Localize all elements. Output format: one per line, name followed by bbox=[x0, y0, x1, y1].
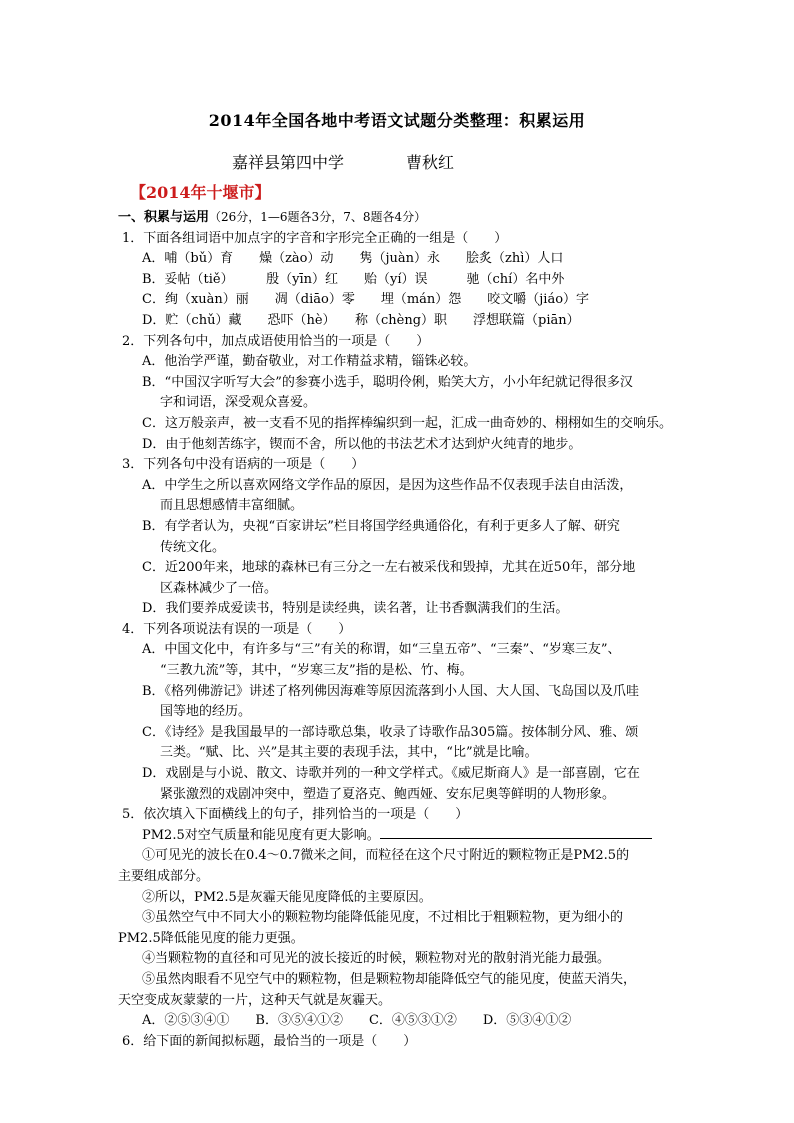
answer-option: C．绚（xuàn）丽 凋（diāo）零 埋（mán）怨 咬文嚼（jiáo）字 bbox=[142, 292, 590, 308]
option-continuation: 国等地的经历。 bbox=[160, 704, 252, 720]
answer-option: D．贮（chǔ）藏 恐吓（hè） 称（chèng）职 浮想联篇（piān） bbox=[142, 312, 580, 328]
answer-option: A．中学生之所以喜欢网络文学作品的原因，是因为这些作品不仅表现手法自由活泼， bbox=[142, 477, 633, 493]
answer-option: B．妥帖（tiě） 殷（yīn）红 贻（yí）误 驰（chí）名中外 bbox=[142, 271, 565, 287]
fill-blank-line bbox=[118, 826, 678, 847]
answer-option: C．近200年来，地球的森林已有三分之一左右被采伐和毁掉，尤其在近50年，部分地 bbox=[142, 560, 636, 576]
option-continuation: 字和词语，深受观众喜爱。 bbox=[160, 395, 317, 411]
passage-continuation: 天空变成灰蒙蒙的一片，这种天气就是灰霾天。 bbox=[118, 992, 392, 1008]
option-continuation: 区森林减少了一倍。 bbox=[160, 580, 278, 596]
author-line bbox=[232, 150, 454, 173]
option-continuation: 三类。“赋、比、兴”是其主要的表现手法，其中，“比”就是比喻。 bbox=[160, 745, 538, 761]
question-stem: 2．下列各句中，加点成语使用恰当的一项是（ ） bbox=[122, 333, 430, 349]
section-note: （26分，1—6题各3分，7、8题各4分） bbox=[209, 210, 427, 224]
answer-option: C．《诗经》是我国最早的一部诗歌总集，收录了诗歌作品305篇。按体制分风、雅、颂 bbox=[142, 724, 639, 740]
section-title: 一、积累与运用 bbox=[118, 210, 210, 225]
question-stem: 6．给下面的新闻拟标题，最恰当的一项是（ ） bbox=[122, 1033, 417, 1049]
answer-option: B．有学者认为，央视“百家讲坛”栏目将国学经典通俗化，有利于更多人了解、研究 bbox=[142, 518, 620, 534]
passage-sentence: ④当颗粒物的直径和可见光的波长接近的时候，颗粒物对光的散射消光能力最强。 bbox=[142, 951, 611, 967]
section-heading bbox=[118, 207, 678, 229]
answer-blank bbox=[380, 826, 652, 839]
blank-lead-text: PM2.5对空气质量和能见度有更大影响。 bbox=[142, 827, 380, 843]
answer-option: C．这万般亲声，被一支看不见的指挥棒编织到一起，汇成一曲奇妙的、栩栩如生的交响乐。 bbox=[142, 415, 672, 431]
answer-option: D．由于他刻苦练字，锲而不舍，所以他的书法艺术才达到炉火纯青的地步。 bbox=[142, 436, 582, 452]
answer-option: D．戏剧是与小说、散文、诗歌并列的一种文学样式。《威尼斯商人》是一部喜剧，它在 bbox=[142, 766, 640, 782]
question-list bbox=[118, 207, 678, 1052]
region-heading: 【2014年十堰市】 bbox=[130, 183, 271, 202]
passage-continuation: 主要组成部分。 bbox=[118, 869, 210, 884]
question-stem: 5．依次填入下面横线上的句子，排列恰当的一项是（ ） bbox=[122, 807, 469, 823]
passage-sentence: ①可见光的波长在0.4～0.7微米之间，而粒径在这个尺寸附近的颗粒物正是PM2.5的 bbox=[142, 848, 630, 864]
option-continuation: 传统文化。 bbox=[160, 539, 226, 555]
answer-option: B．《格列佛游记》讲述了格列佛因海难等原因流落到小人国、大人国、飞岛国以及爪哇 bbox=[142, 683, 640, 699]
option-continuation: 而且思想感情丰富细腻。 bbox=[160, 498, 304, 514]
question-stem: 1．下面各组词语中加点字的字音和字形完全正确的一组是（ ） bbox=[122, 230, 508, 246]
answer-option: A．②⑤③④① B．③⑤④①② C．④⑤③①② D．⑤③④①② bbox=[142, 1013, 572, 1029]
passage-sentence: ②所以，PM2.5是灰霾天能见度降低的主要原因。 bbox=[142, 889, 432, 905]
answer-option: D．我们要养成爱读书，特别是读经典，读名著，让书香飘满我们的生活。 bbox=[142, 601, 569, 617]
question-stem: 4．下列各项说法有误的一项是（ ） bbox=[122, 621, 352, 637]
passage-sentence: ⑤虽然肉眼看不见空气中的颗粒物，但是颗粒物却能降低空气的能见度，使蓝天消失， bbox=[142, 971, 637, 987]
answer-option: B．“中国汉字听写大会”的参赛小选手，聪明伶俐，贻笑大方，小小年纪就记得很多汉 bbox=[142, 374, 633, 390]
answer-option: A．哺（bǔ）育 燥（zào）动 隽（juàn）永 脍炙（zhì）人口 bbox=[142, 251, 564, 267]
passage-continuation: PM2.5降低能见度的能力更强。 bbox=[118, 930, 304, 946]
passage-sentence: ③虽然空气中不同大小的颗粒物均能降低能见度，不过相比于粗颗粒物，更为细小的 bbox=[142, 910, 624, 926]
option-continuation: “三教九流”等，其中，“岁寒三友”指的是松、竹、梅。 bbox=[160, 663, 473, 679]
author-school: 嘉祥县第四中学 bbox=[232, 153, 345, 172]
author-name: 曹秋红 bbox=[406, 153, 455, 172]
option-continuation: 紧张激烈的戏剧冲突中，塑造了夏洛克、鲍西娅、安东尼奥等鲜明的人物形象。 bbox=[160, 786, 616, 802]
answer-option: A．他治学严谨，勤奋敬业，对工作精益求精，锱铢必较。 bbox=[142, 354, 477, 370]
page-title: 2014年全国各地中考语文试题分类整理：积累运用 bbox=[208, 111, 586, 130]
answer-option: A．中国文化中，有许多与“三”有关的称谓，如“三皇五帝”、“三秦”、“岁寒三友”、 bbox=[142, 642, 621, 658]
question-stem: 3．下列各句中没有语病的一项是（ ） bbox=[122, 457, 365, 473]
